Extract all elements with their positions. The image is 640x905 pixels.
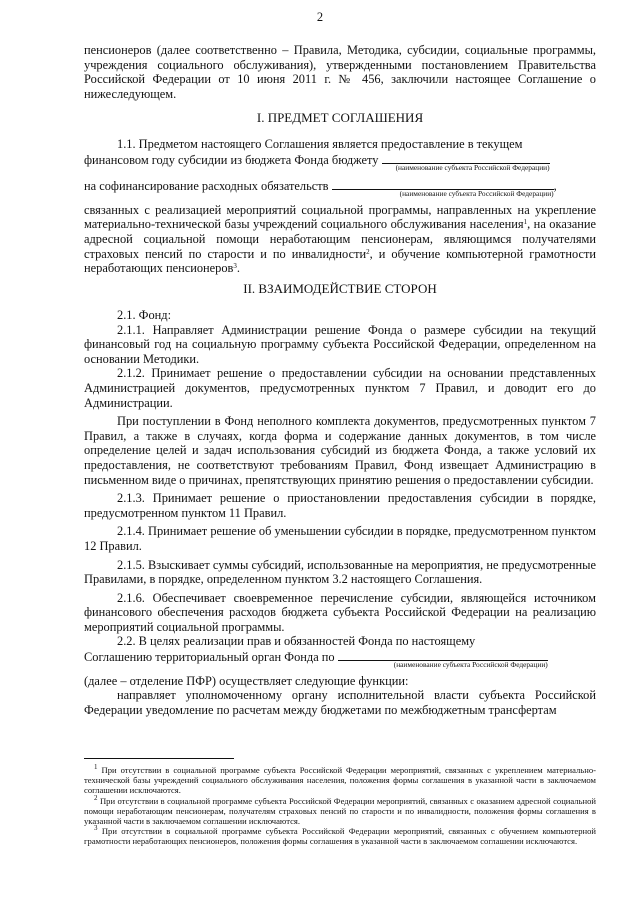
footnote-2-text: При отсутствии в социальной программе субъекта Российской Федерации мероприятий, связанных с оказанием адресной социальной помощи неработающим пенсионерам, получателям страховых пенсий по старости и по инвалидности, положения формы соглашения в указанной части в заключаемом соглашении исключаются. — [84, 795, 596, 827]
footnote-1-mark: 1 — [94, 763, 98, 771]
footnote-separator — [84, 758, 234, 759]
footnote-2-mark: 2 — [94, 793, 98, 802]
subject-name-blank-2[interactable] — [332, 178, 554, 199]
clause-1-1-rest — [84, 203, 596, 276]
footnote-ref-1[interactable]: 1 — [523, 218, 528, 227]
clause-1-1-line2-text: финансовом году субсидии из бюджета Фонда бюджету — [84, 152, 379, 167]
section-1 — [84, 111, 596, 126]
clause-2-2-line1: 2.2. В целях реализации прав и обязанностей Фонда по настоящему — [117, 634, 476, 649]
footnote-3 — [84, 826, 596, 846]
clause-2-1-4: 2.1.4. Принимает решение об уменьшении субсидии в порядке, предусмотренном пунктом 12 Правил. — [84, 524, 596, 553]
clause-2-1-5: 2.1.5. Взыскивает суммы субсидий, использованные на мероприятия, не предусмотренные Правилами, в порядке, определенном пунктом 3.2 настоящего Соглашения. — [84, 557, 596, 587]
clause-2-1: 2.1. Фонд: — [117, 308, 172, 322]
page-number: 2 — [316, 10, 324, 24]
section-2 — [84, 282, 596, 297]
clause-2-1-1: 2.1.1. Направляет Администрации решение Фонда о размере субсидии на текущий финансовый год на социальную программу субъекта Российской Федерации, определенном на основании Методики. — [84, 322, 596, 366]
subject-name-blank-3[interactable] — [338, 649, 548, 670]
footnote-1 — [84, 765, 596, 796]
clause-1-1-rest-b: , на оказание адресной социальной помощи неработающим пенсионерам, являющимся получателями страховых пенсий по старости и по инвалидности — [84, 217, 596, 261]
clause-1-1-line1: 1.1. Предметом настоящего Соглашения является предоставление в текущем — [117, 137, 523, 151]
clause-2-2-line2 — [84, 649, 596, 670]
clause-1-1-rest-c: , и обучение компьютерной грамотности неработающих пенсионеров — [84, 246, 597, 276]
footnote-1-text: При отсутствии в социальной программе субъекта Российской Федерации мероприятий, связанных с укреплением материально-технической базы учреждений социального обслуживания населения, положения формы соглашения в указанной части в заключаемом соглашении исключаются. — [84, 765, 596, 796]
clause-2-2-line2-text: Соглашению территориальный орган Фонда по — [84, 650, 335, 665]
subject-name-blank[interactable] — [382, 152, 550, 172]
footnote-3-text: При отсутствии в социальной программе субъекта Российской Федерации мероприятий, связанных с обучением компьютерной грамотности неработающих пенсионеров, положения формы соглашения в указанной части в заключаемом соглашении исключаются. — [84, 826, 597, 847]
footnote-3-mark: 3 — [94, 824, 98, 833]
clause-directs: направляет уполномоченному органу исполнительной власти субъекта Российской Федерации уведомление по расчетам между бюджетами по межбюджетным трансфертам — [84, 688, 596, 717]
clause-1-1-line3 — [84, 178, 596, 199]
section-1-title: I. ПРЕДМЕТ СОГЛАШЕНИЯ — [256, 110, 424, 125]
clause-1-1 — [84, 137, 596, 276]
clause-2-1-6: 2.1.6. Обеспечивает своевременное перечисление субсидии, являющейся источником финансового обеспечения расходов бюджета субъекта Российской Федерации на реализацию мероприятий социальной программы. — [84, 590, 596, 634]
clause-2-1-2: 2.1.2. Принимает решение о предоставлении субсидии на основании представленных Администрацией документов, предусмотренных пунктом 7 Правил, и доводит его до Администрации. — [84, 366, 596, 410]
subject-name-caption-3: (наименование субъекта Российской Федерации) — [393, 660, 548, 670]
clause-1-1-rest-a: связанных с реализацией мероприятий социальной программы, направленных на укрепление материально-технической базы учреждений социального обслуживания населения — [84, 202, 596, 232]
intro-paragraph — [84, 43, 596, 101]
section-2-title: II. ВЗАИМОДЕЙСТВИЕ СТОРОН — [243, 281, 437, 296]
footnote-ref-2[interactable]: 2 — [366, 247, 370, 256]
intro-text: пенсионеров (далее соответственно – Правила, Методика, субсидии, социальные программы, учреждения социального обслуживания), утвержденными постановлением Правительства Российской Федерации от 10 июня 2011 г. № 456, заключили настоящее Соглашение о нижеследующем. — [84, 43, 596, 101]
subject-name-caption-2: (наименование субъекта Российской Федерации) — [399, 189, 554, 199]
footnotes — [84, 765, 596, 847]
footnote-ref-3[interactable]: 3 — [233, 262, 237, 271]
footnote-2 — [84, 793, 596, 827]
clause-incomplete-docs: При поступлении в Фонд неполного комплекта документов, предусмотренных пунктом 7 Правил, а также в случаях, когда форма и содержание данных документов, в том числе определение целей и задач использования субсидий из бюджета Фонда, а также условий их предоставления, не соответствуют требованиям Правил, Фонд извещает Администрацию в письменном виде о причинах, препятствующих принятию решения о предоставлении субсидии. — [84, 414, 596, 487]
clause-1-1-line3-text: на софинансирование расходных обязательств — [84, 179, 329, 194]
clause-1-1-rest-d: . — [236, 261, 241, 276]
section-2-body — [84, 308, 596, 717]
clause-2-2-line3: (далее – отделение ПФР) осуществляет следующие функции: — [84, 673, 409, 688]
subject-name-caption: (наименование субъекта Российской Федерации) — [395, 162, 550, 172]
clause-1-1-line2 — [84, 152, 596, 172]
clause-1-1-comma: , — [553, 179, 557, 194]
clause-2-1-3: 2.1.3. Принимает решение о приостановлении предоставления субсидии в порядке, предусмотренном пунктом 11 Правил. — [84, 491, 596, 520]
